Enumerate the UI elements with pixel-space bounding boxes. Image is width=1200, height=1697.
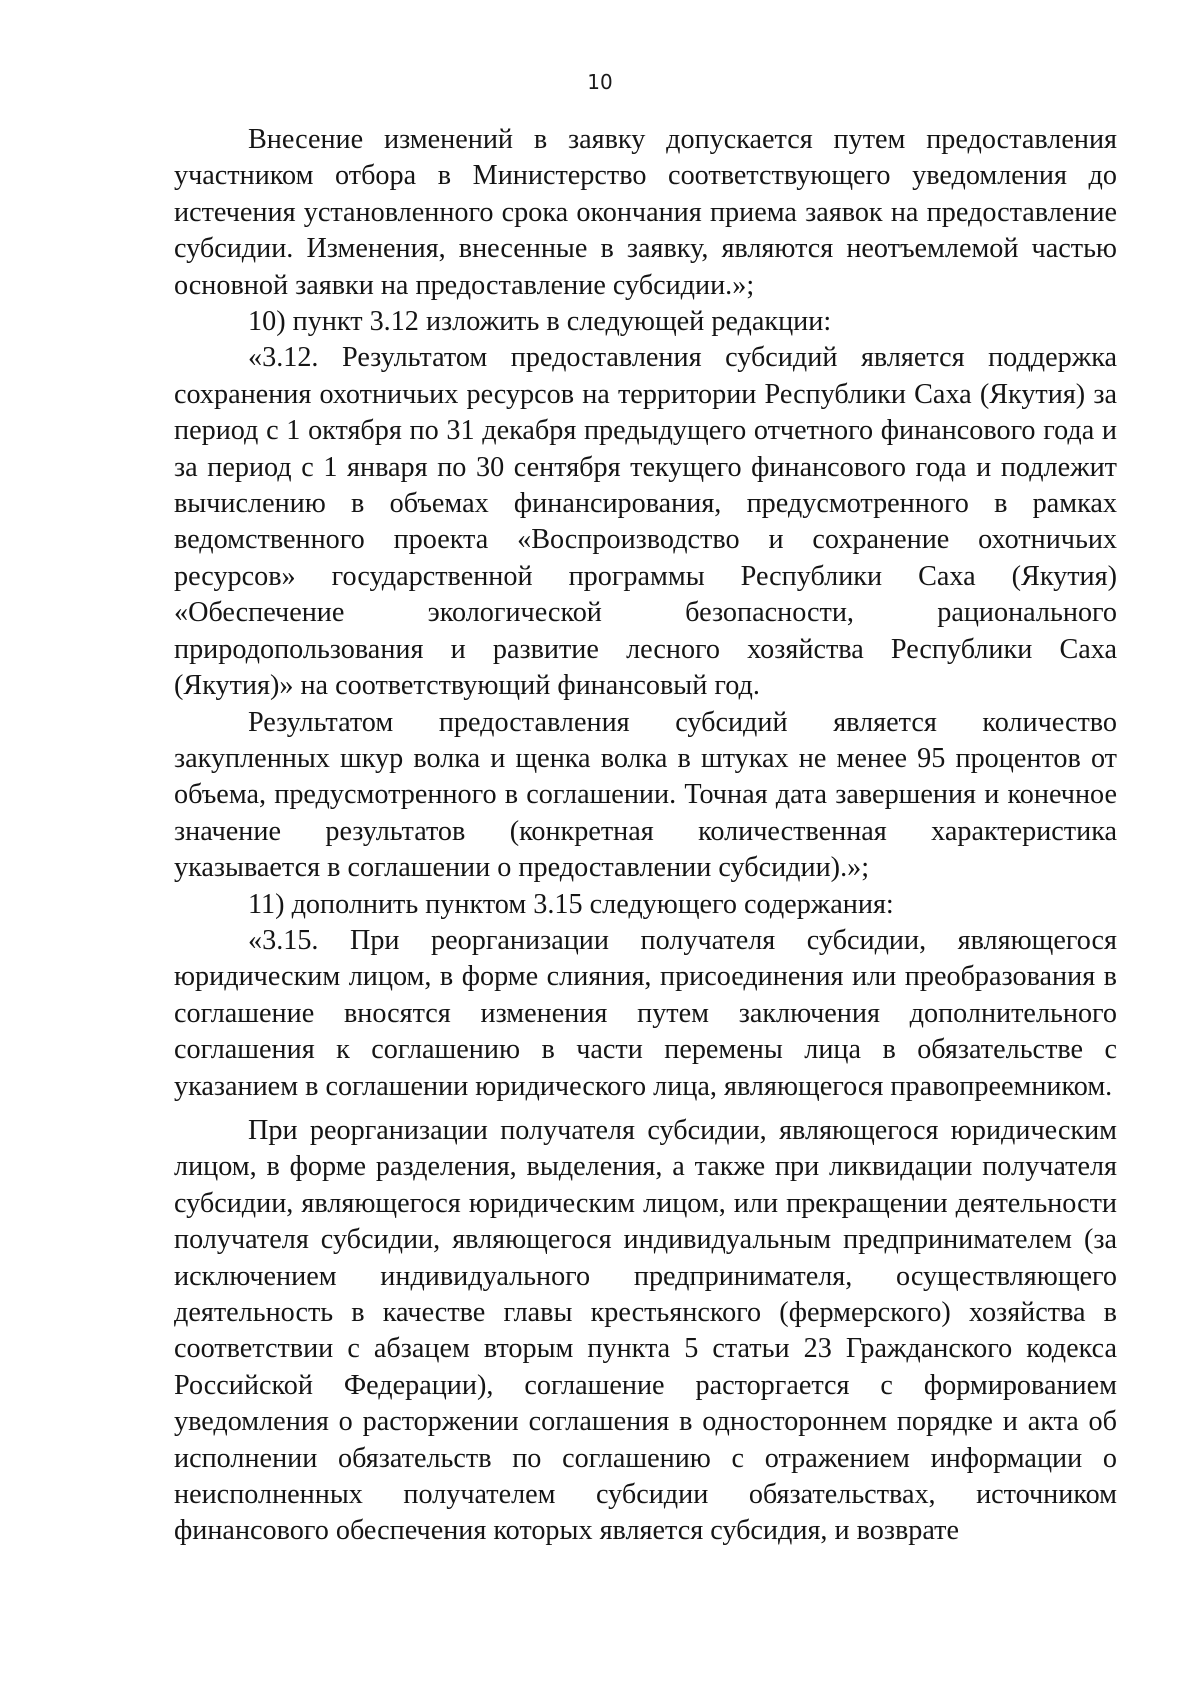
document-body [174, 122, 1117, 1550]
paragraph-clause-3-12: «3.12. Результатом предоставления субсидий является поддержка сохранения охотничьих ресурсов на территории Республики Саха (Якутия) за период с 1 октября по 31 декабря предыдущего отчетного финансового года и за период с 1 января по 30 сентября текущего финансового года и подлежит вычислению в объемах финансирования, предусмотренного в рамках ведомственного проекта «Воспроизводство и сохранение охотничьих ресурсов» государственной программы Республики Саха (Якутия) «Обеспечение экологической безопасности, рационального природопользования и развитие лесного хозяйства Республики Саха (Якутия)» на соответствующий финансовый год. [174, 342, 1117, 702]
page-number: 10 [587, 70, 613, 94]
paragraph-item-11: 11) дополнить пунктом 3.15 следующего содержания: [248, 888, 894, 920]
paragraph-item-10: 10) пункт 3.12 изложить в следующей редакции: [248, 306, 832, 338]
paragraph-clause-3-15: «3.15. При реорганизации получателя субсидии, являющегося юридическим лицом, в форме слияния, присоединения или преобразования в соглашение вносятся изменения путем заключения дополнительного соглашения к соглашению в части перемены лица в обязательстве с указанием в соглашении юридического лица, являющегося правопреемником. [174, 924, 1117, 1102]
paragraph-subsidy-result: Результатом предоставления субсидий является количество закупленных шкур волка и щенка волка в штуках не менее 95 процентов от объема, предусмотренного в соглашении. Точная дата завершения и конечное значение результатов (конкретная количественная характеристика указывается в соглашении о предоставлении субсидии).»; [174, 706, 1117, 884]
paragraph-application-changes: Внесение изменений в заявку допускается путем предоставления участником отбора в Министерство соответствующего уведомления до истечения установленного срока окончания приема заявок на предоставление субсидии. Изменения, внесенные в заявку, являются неотъемлемой частью основной заявки на предоставление субсидии.»; [174, 124, 1117, 301]
paragraph-reorganization: При реорганизации получателя субсидии, являющегося юридическим лицом, в форме разделения, выделения, а также при ликвидации получателя субсидии, являющегося юридическим лицом, или прекращении деятельности получателя субсидии, являющегося индивидуальным предпринимателем (за исключением индивидуального предпринимателя, осуществляющего деятельность в качестве главы крестьянского (фермерского) хозяйства в соответствии с абзацем вторым пункта 5 статьи 23 Гражданского кодекса Российской Федерации), соглашение расторгается с формированием уведомления о расторжении соглашения в одностороннем порядке и акта об исполнении обязательств по соглашению с отражением информации о неисполненных получателем субсидии обязательствах, источником финансового обеспечения которых является субсидия, и возврате [174, 1114, 1117, 1547]
